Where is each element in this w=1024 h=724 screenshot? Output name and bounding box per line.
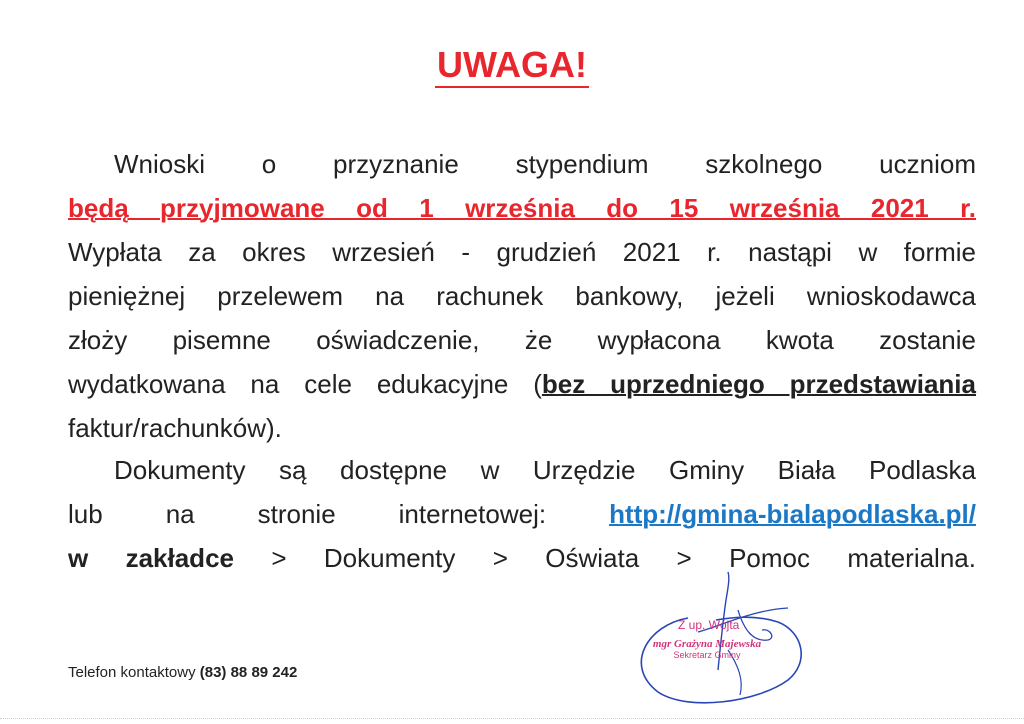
stamp-line3: Sekretarz Gminy <box>673 650 741 660</box>
tab-label: w zakładce <box>68 543 234 573</box>
paragraph1-line3: Wypłata za okres wrzesień - grudzień 2021 r. nastąpi w formie <box>68 237 976 267</box>
paragraph1-line7: faktur/rachunków). <box>68 413 282 443</box>
paragraph1-line6 <box>68 366 976 402</box>
notice-title-text: UWAGA! <box>435 44 589 88</box>
navigation-path: > Dokumenty > Oświata > Pomoc materialna. <box>271 543 976 573</box>
notice-title <box>0 44 1024 86</box>
contact-label: Telefon kontaktowy <box>68 664 196 681</box>
paragraph1-line2 <box>68 190 976 226</box>
stamp-line2: mgr Grażyna Majewska <box>652 638 762 650</box>
paragraph1-line4: pieniężnej przelewem na rachunek bankowy, jeżeli wnioskodawca <box>68 281 976 311</box>
scan-edge-divider <box>0 718 1024 720</box>
stamp-text <box>632 618 782 660</box>
stamp-line1: Z up. Wójta <box>678 618 740 632</box>
contact-footer <box>68 664 297 681</box>
paragraph2-line2 <box>68 496 976 532</box>
website-link[interactable]: http://gmina-bialapodlaska.pl/ <box>609 499 976 529</box>
paragraph1-line6-emphasis: bez uprzedniego przedstawiania <box>541 369 976 399</box>
paragraph1-line1: Wnioski o przyznanie stypendium szkolnego uczniom <box>114 149 976 179</box>
paragraph1-line5: złoży pisemne oświadczenie, że wypłacona kwota zostanie <box>68 325 976 355</box>
paragraph2-line3 <box>68 540 976 576</box>
deadline-text: będą przyjmowane od 1 września do 15 września 2021 r. <box>68 193 976 223</box>
paragraph2-line1: Dokumenty są dostępne w Urzędzie Gminy Biała Podlaska <box>114 455 976 485</box>
paragraph2-line2-text: lub na stronie internetowej: <box>68 499 547 529</box>
contact-phone: (83) 88 89 242 <box>199 664 298 681</box>
paragraph1-line6-text: wydatkowana na cele edukacyjne ( <box>68 369 542 399</box>
